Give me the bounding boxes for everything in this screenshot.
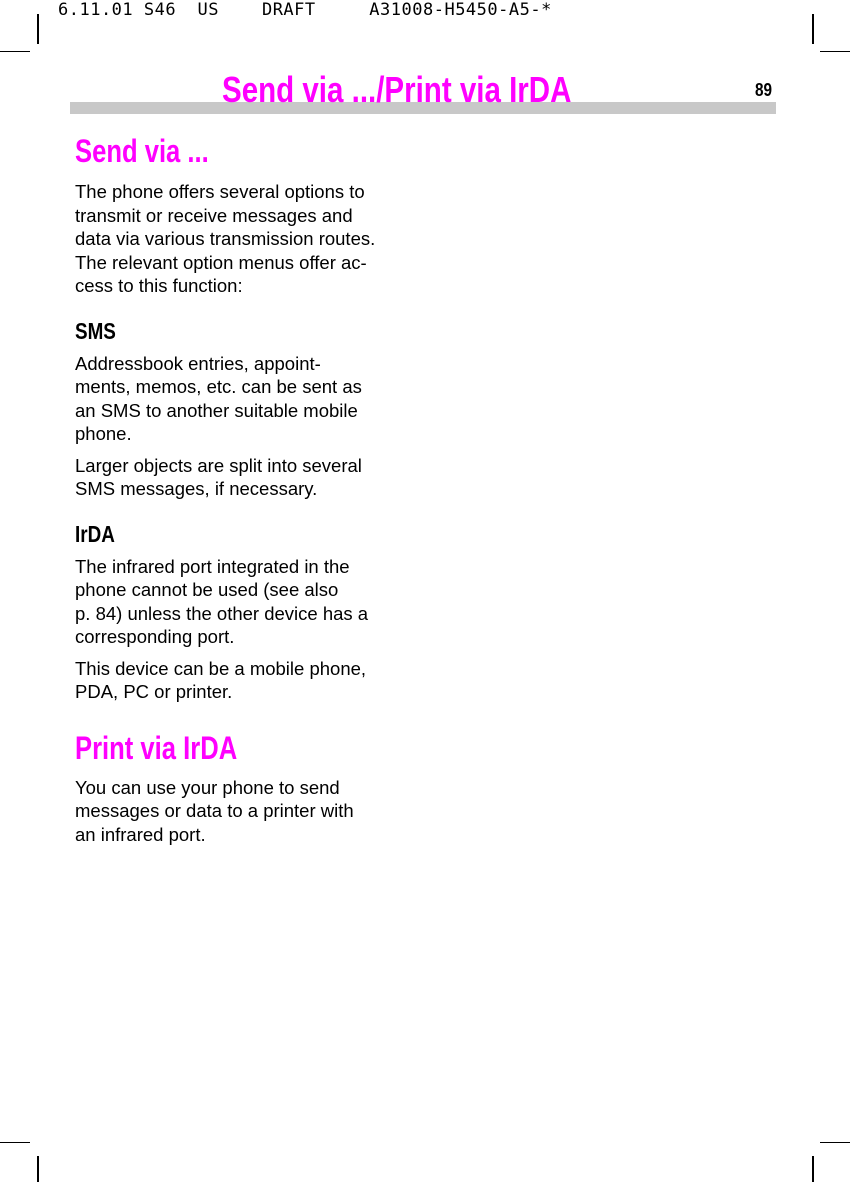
sms-paragraph-2: Larger objects are split into several SMS messages, if necessary. (75, 454, 362, 499)
crop-mark-top-right-horizontal (820, 51, 850, 52)
crop-mark-bottom-left-vertical (37, 1156, 39, 1182)
crop-mark-top-left-horizontal (0, 51, 30, 52)
sms-heading: SMS (75, 317, 116, 344)
send-via-heading: Send via ... (75, 133, 209, 169)
irda-paragraph-2: This device can be a mobile phone, PDA, PC or printer. (75, 657, 367, 702)
irda-paragraph-1: The infrared port integrated in the phone cannot be used (see also p. 84) unless the other device has a corresponding port. (75, 555, 369, 647)
irda-heading: IrDA (75, 520, 115, 547)
print-via-irda-paragraph: You can use your phone to send messages or data to a printer with an infrared port. (75, 776, 354, 845)
crop-mark-bottom-right-vertical (812, 1156, 814, 1182)
sms-paragraph-1: Addressbook entries, appoint- ments, memos, etc. can be sent as an SMS to another suitable mobile phone. (75, 352, 362, 444)
draft-header: 6.11.01 S46 US DRAFT A31008-H5450-A5-* (58, 0, 552, 20)
crop-mark-bottom-right-horizontal (820, 1142, 850, 1143)
crop-mark-top-left-vertical (37, 14, 39, 44)
print-via-irda-heading: Print via IrDA (75, 729, 238, 766)
crop-mark-bottom-left-horizontal (0, 1142, 30, 1143)
page-title: Send via .../Print via IrDA (222, 69, 572, 110)
send-via-intro: The phone offers several options to transmit or receive messages and data via various transmission routes. The relevant option menus offer ac- cess to this function: (75, 181, 376, 296)
page-content (75, 133, 415, 846)
page-number: 89 (755, 80, 773, 100)
crop-mark-top-right-vertical (812, 14, 814, 44)
